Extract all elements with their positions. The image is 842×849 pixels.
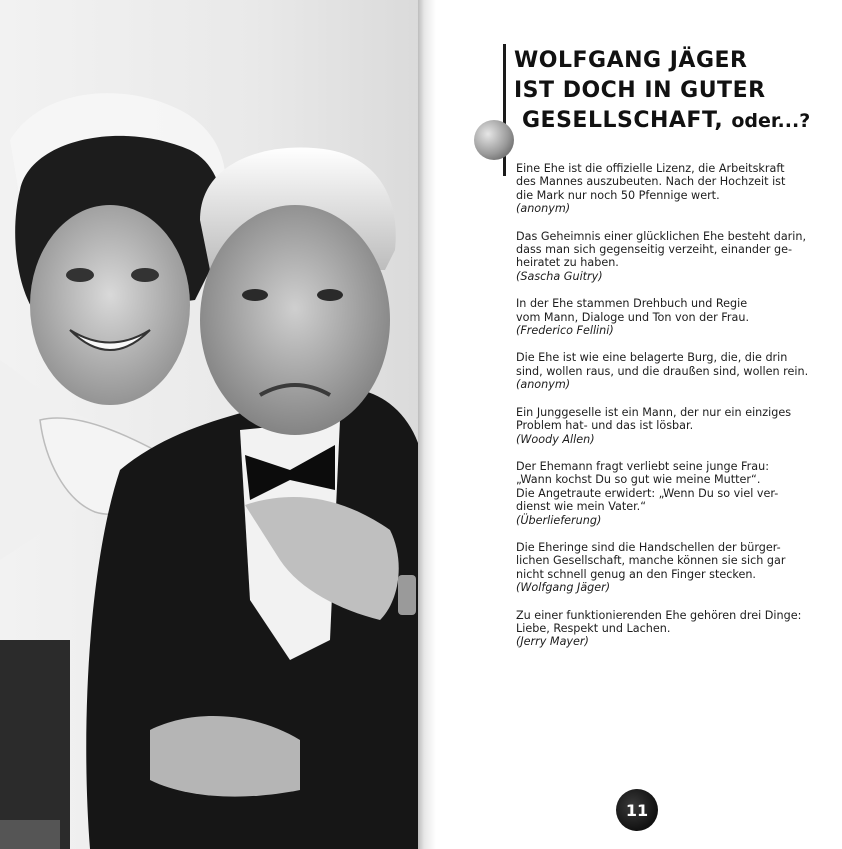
page-gutter — [418, 0, 436, 849]
quote-text: Die Eheringe sind die Handschellen der bürger- lichen Gesellschaft, manche können sie sich gar nicht schnell genug an den Finger stecken. — [516, 540, 786, 581]
quote-author: (Frederico Fellini) — [516, 324, 614, 338]
title-line-3-tail: oder...? — [731, 110, 811, 132]
quote-item — [516, 541, 832, 595]
quote-text: In der Ehe stammen Drehbuch und Regie vom Mann, Dialoge und Ton von der Frau. — [516, 297, 750, 324]
quote-text: Die Ehe ist wie eine belagerte Burg, die, die drin sind, wollen raus, und die draußen sind, wollen rein. — [516, 351, 809, 378]
sofa-armrest — [0, 640, 70, 849]
woman-face — [30, 205, 190, 405]
quote-text: Zu einer funktionierenden Ehe gehören drei Dinge: Liebe, Respekt und Lachen. — [516, 608, 802, 635]
title-line-2: IST DOCH IN GUTER — [514, 78, 766, 103]
page-title — [514, 46, 834, 136]
quote-author: (Wolfgang Jäger) — [516, 581, 611, 595]
quote-list — [516, 162, 832, 663]
quote-author: (Jerry Mayer) — [516, 635, 589, 649]
quote-text: Eine Ehe ist die offizielle Lizenz, die Arbeitskraft des Mannes auszubeuten. Nach der Hochzeit ist die Mark nur noch 50 Pfennige wert. — [516, 162, 786, 202]
quote-author: (Überlieferung) — [516, 513, 602, 527]
quote-author: (anonym) — [516, 378, 571, 392]
quote-author: (anonym) — [516, 202, 571, 216]
quote-item — [516, 460, 832, 527]
title-line-3-main: GESELLSCHAFT, — [522, 108, 724, 133]
quote-item — [516, 230, 832, 284]
quote-author: (Woody Allen) — [516, 432, 595, 446]
quote-text: Ein Junggeselle ist ein Mann, der nur ein einziges Problem hat- und das ist lösbar. — [516, 405, 792, 433]
quote-text: Das Geheimnis einer glücklichen Ehe besteht darin, dass man sich gegenseitig verzeiht, einander ge- heiratet zu haben. — [516, 229, 807, 270]
quote-item — [516, 162, 832, 216]
man-face — [200, 205, 390, 435]
quote-author: (Sascha Guitry) — [516, 269, 603, 283]
quote-item — [516, 351, 832, 391]
title-line-3 — [514, 106, 834, 136]
sphere-icon — [474, 120, 514, 160]
page-number: 11 — [625, 800, 649, 820]
page-number-badge — [616, 789, 658, 831]
quote-item — [516, 297, 832, 337]
quote-item — [516, 609, 832, 649]
quote-text: Der Ehemann fragt verliebt seine junge Frau: „Wann kochst Du so gut wie meine Mutter“. Die Angetraute erwidert: „Wenn Du so viel ver- dienst wie mein Vater.“ — [516, 459, 779, 514]
quote-item — [516, 406, 832, 446]
title-line-1: WOLFGANG JÄGER — [514, 48, 748, 73]
